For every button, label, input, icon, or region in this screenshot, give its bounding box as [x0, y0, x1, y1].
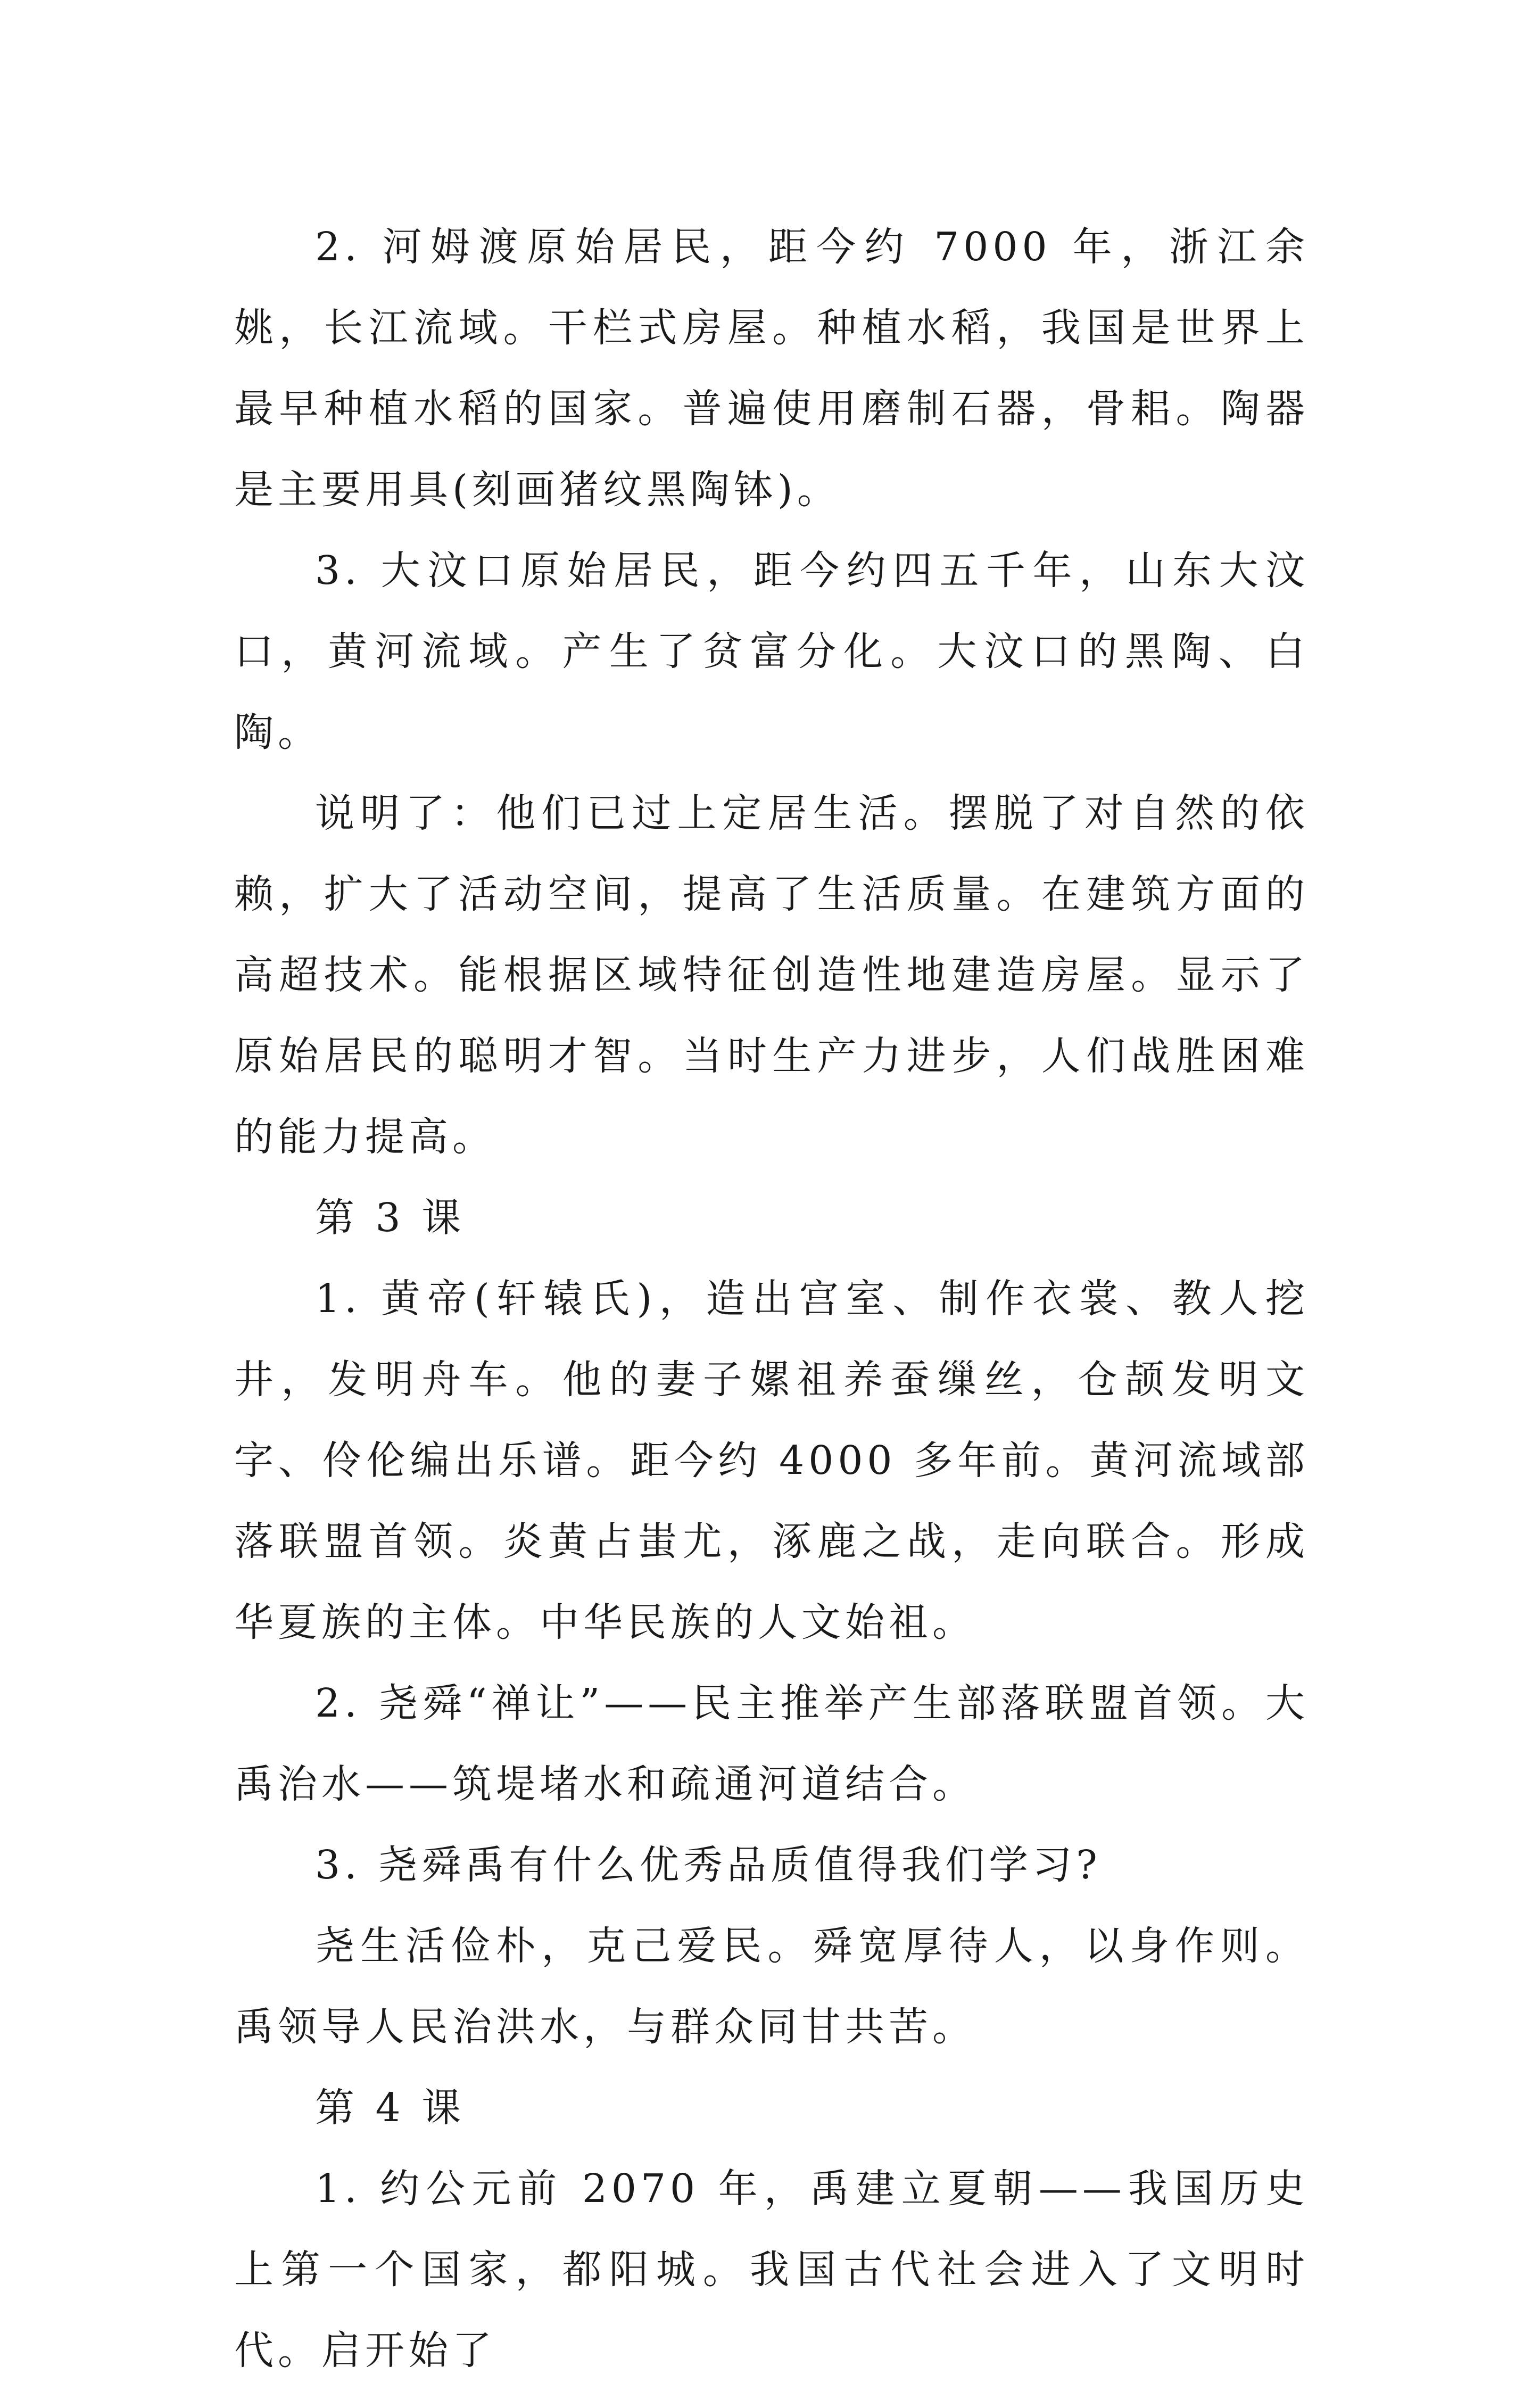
lesson-heading-3: 第 3 课: [315, 1195, 466, 1241]
paragraph-xia-dynasty: 1. 约公元前 2070 年，禹建立夏朝——我国历史上第一个国家，都阳城。我国古代社会进入了文明时代。启开始了: [234, 2166, 1309, 2373]
lesson-heading-4: 第 4 课: [315, 2085, 466, 2131]
paragraph-answer: 尧生活俭朴，克己爱民。舜宽厚待人，以身作则。禹领导人民治洪水，与群众同甘共苦。: [234, 1923, 1309, 2050]
paragraph-hemudu: 2. 河姆渡原始居民，距今约 7000 年，浙江余姚，长江流域。干栏式房屋。种植水稻，我国是世界上最早种植水稻的国家。普遍使用磨制石器，骨耜。陶器是主要用具(刻画猪纹黑陶钵)。: [234, 224, 1309, 513]
paragraph-explanation: 说明了：他们已过上定居生活。摆脱了对自然的依赖，扩大了活动空间，提高了生活质量。在建筑方面的高超技术。能根据区域特征创造性地建造房屋。显示了原始居民的聪明才智。当时生产力进步，人们战胜困难的能力提高。: [234, 790, 1309, 1160]
paragraph-dawenkou: 3. 大汶口原始居民，距今约四五千年，山东大汶口，黄河流域。产生了贫富分化。大汶口的黑陶、白陶。: [234, 548, 1309, 755]
paragraph-huangdi: 1. 黄帝(轩辕氏)，造出宫室、制作衣裳、教人挖井，发明舟车。他的妻子嫘祖养蚕缫丝，仓颉发明文字、伶伦编出乐谱。距今约 4000 多年前。黄河流域部落联盟首领。炎黄占蚩尤，涿鹿之战，走向联合。形成华夏族的主体。中华民族的人文始祖。: [234, 1276, 1309, 1645]
paragraph-question: 3. 尧舜禹有什么优秀品质值得我们学习?: [315, 1842, 1102, 1888]
document-body: [234, 207, 1309, 2391]
paragraph-yao-shun-shanrang: 2. 尧舜“禅让”——民主推举产生部落联盟首领。大禹治水——筑堤堵水和疏通河道结合。: [234, 1680, 1309, 1807]
